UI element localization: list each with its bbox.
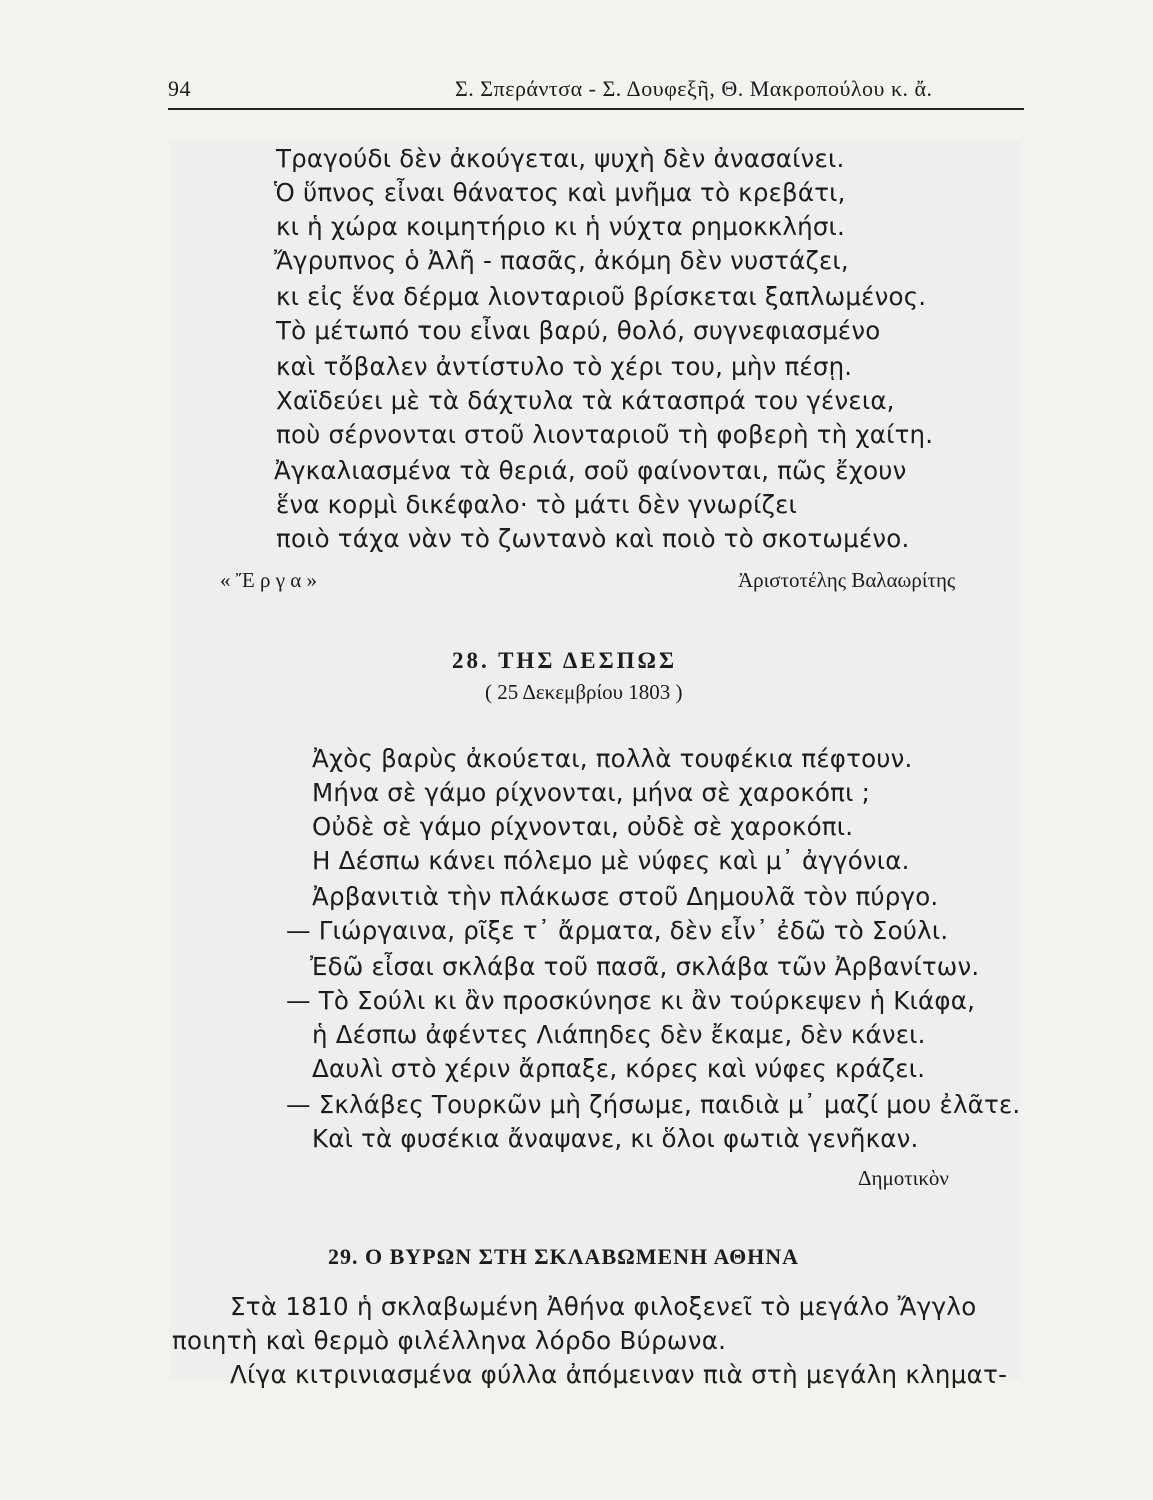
poem1-line-2: Ὁ ὕπνος εἶναι θάνατος καὶ μνῆμα τὸ κρεβάτι,: [274, 178, 846, 207]
poem1-line-6: Τὸ μέτωπό του εἶναι βαρύ, θολό, συγνεφιασμένο: [276, 316, 881, 345]
header-rule: [168, 108, 1024, 110]
poem1-line-4: Ἄγρυπνος ὁ Ἀλῆ - πασᾶς, ἀκόμη δὲν νυστάζει,: [274, 246, 849, 275]
poem1-line-1: Τραγούδι δὲν ἀκούγεται, ψυχὴ δὲν ἀνασαίνει.: [276, 144, 845, 173]
section29-line-1: Στὰ 1810 ἡ σκλαβωμένη Ἀθήνα φιλοξενεῖ τὸ μεγάλο Ἄγγλο: [230, 1292, 977, 1321]
section28-line-8: — Τὸ Σούλι κι ἂν προσκύνησε κι ἂν τούρκεψεν ἡ Κιάφα,: [286, 986, 976, 1015]
section28-line-1: Ἀχὸς βαρὺς ἀκούεται, πολλὰ τουφέκια πέφτουν.: [312, 744, 913, 773]
poem1-source: « Ἔ ρ γ α »: [220, 568, 318, 592]
running-title: Σ. Σπεράντσα - Σ. Δουφεξῆ, Θ. Μακροπούλου κ. ἄ.: [455, 76, 933, 101]
poem1-line-8: Χαϊδεύει μὲ τὰ δάχτυλα τὰ κάτασπρά του γένεια,: [276, 386, 895, 415]
section29-line-2: ποιητὴ καὶ θερμὸ φιλέλληνα λόρδο Βύρωνα.: [172, 1326, 727, 1355]
section28-line-11: — Σκλάβες Τουρκῶν μὴ ζήσωμε, παιδιὰ μ᾿ μαζί μου ἐλᾶτε.: [286, 1090, 1021, 1119]
section29-line-3: Λίγα κιτρινιασμένα φύλλα ἀπόμειναν πιὰ στὴ μεγάλη κληματ-: [230, 1360, 1008, 1389]
poem1-line-7: καὶ τὄβαλεν ἀντίστυλο τὸ χέρι του, μὴν πέσῃ.: [276, 352, 853, 381]
poem1-line-9: ποὺ σέρνονται στοῦ λιονταριοῦ τὴ φοβερὴ τὴ χαίτη.: [276, 420, 934, 449]
section28-line-7: Ἐδῶ εἶσαι σκλάβα τοῦ πασᾶ, σκλάβα τῶν Ἀρβανίτων.: [310, 952, 980, 981]
section28-line-6: — Γιώργαινα, ρῖξε τ᾿ ἄρματα, δὲν εἶν᾿ ἐδῶ τὸ Σούλι.: [286, 916, 949, 945]
poem1-author: Ἀριστοτέλης Βαλαωρίτης: [738, 568, 956, 592]
section28-line-5: Ἀρβανιτιὰ τὴν πλάκωσε στοῦ Δημουλᾶ τὸν πύργο.: [312, 882, 939, 911]
section28-line-2: Μήνα σὲ γάμο ρίχνονται, μήνα σὲ χαροκόπι ;: [312, 778, 871, 807]
section28-line-12: Καὶ τὰ φυσέκια ἄναψανε, κι ὅλοι φωτιὰ γενῆκαν.: [312, 1124, 919, 1153]
section28-line-9: ἡ Δέσπω ἀφέντες Λιάπηδες δὲν ἔκαμε, δὲν κάνει.: [312, 1020, 926, 1049]
section28-date: ( 25 Δεκεμβρίου 1803 ): [485, 680, 683, 704]
poem1-line-10: Ἀγκαλιασμένα τὰ θεριά, σοῦ φαίνονται, πῶς ἔχουν: [274, 456, 907, 485]
poem1-line-5: κι εἰς ἕνα δέρμα λιονταριοῦ βρίσκεται ξαπλωμένος.: [276, 282, 927, 311]
section28-source: Δημοτικὸν: [858, 1166, 949, 1190]
section28-title: 28. ΤΗΣ ΔΕΣΠΩΣ: [452, 648, 677, 673]
section29-title: 29. Ο ΒΥΡΩΝ ΣΤΗ ΣΚΛΑΒΩΜΕΝΗ ΑΘΗΝΑ: [328, 1244, 800, 1269]
section28-line-3: Οὐδὲ σὲ γάμο ρίχνονται, οὐδὲ σὲ χαροκόπι.: [312, 812, 854, 841]
section28-line-10: Δαυλὶ στὸ χέριν ἄρπαξε, κόρες καὶ νύφες κράζει.: [312, 1054, 926, 1083]
poem1-line-11: ἕνα κορμὶ δικέφαλο· τὸ μάτι δὲν γνωρίζει: [276, 490, 798, 519]
page-number: 94: [168, 76, 191, 101]
poem1-line-12: ποιὸ τάχα νὰν τὸ ζωντανὸ καὶ ποιὸ τὸ σκοτωμένο.: [276, 524, 910, 553]
section28-line-4: Η Δέσπω κάνει πόλεμο μὲ νύφες καὶ μ᾿ ἀγγόνια.: [312, 846, 910, 875]
poem1-line-3: κι ἡ χώρα κοιμητήριο κι ἡ νύχτα ρημοκκλήσι.: [276, 212, 846, 241]
